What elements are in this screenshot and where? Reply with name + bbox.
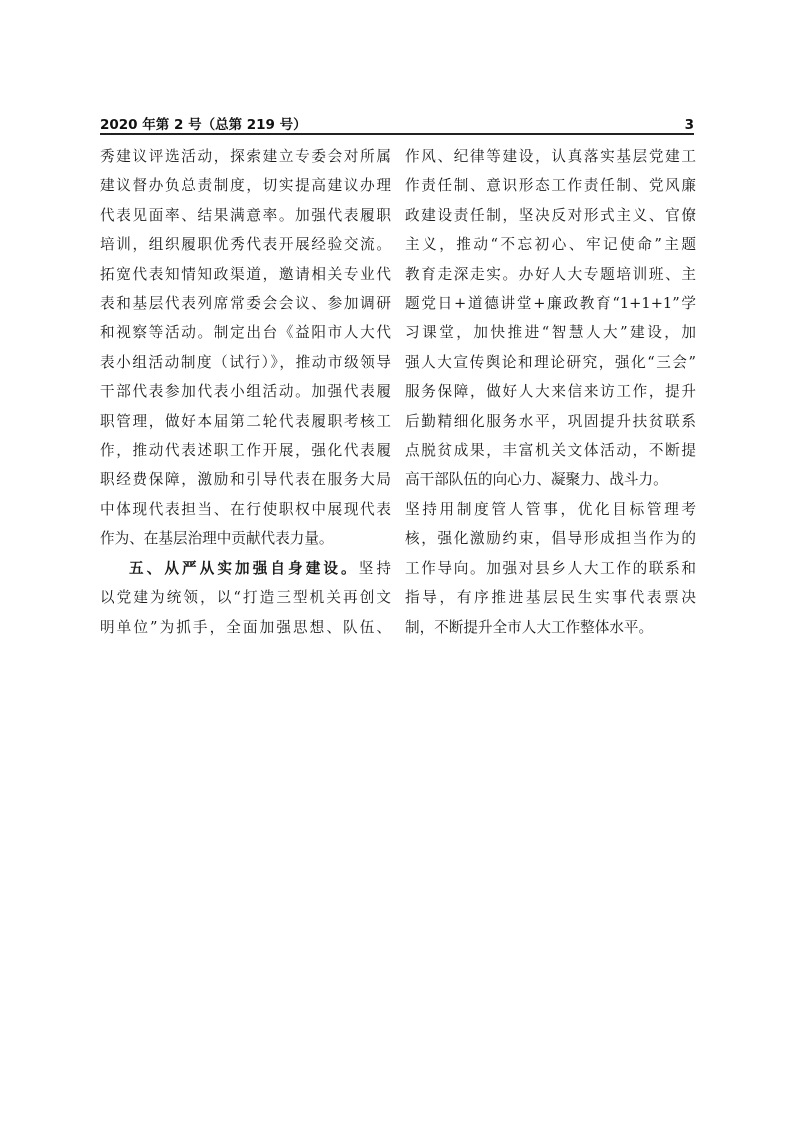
text-line: 坚持用制度管人管事，优化目标管理考 (405, 500, 696, 518)
left-column (100, 142, 391, 642)
text-line: 作责任制、意识形态工作责任制、党风廉 (405, 177, 696, 195)
text-line: 建议督办负总责制度，切实提高建议办理 (100, 177, 391, 195)
section-heading: 五、从严从实加强自身建设。 (129, 559, 359, 577)
text-line: 高干部队伍的向心力、凝聚力、战斗力。 (405, 471, 668, 489)
text-line: 政建设责任制，坚决反对形式主义、官僚 (405, 206, 696, 224)
text-line: 职经费保障，激励和引导代表在服务大局 (100, 471, 391, 489)
text-line: 教育走深走实。办好人大专题培训班、主 (405, 265, 696, 283)
text-line: 习课堂，加快推进“智慧人大”建设，加 (405, 324, 696, 342)
text-line: 作，推动代表述职工作开展，强化代表履 (100, 442, 391, 460)
text-line: 中体现代表担当、在行使职权中展现代表 (100, 500, 391, 518)
text-line: 主义，推动“不忘初心、牢记使命”主题 (405, 236, 696, 254)
text-line: 以党建为统领，以“打造三型机关再创文 (100, 589, 391, 607)
text-line: 作为、在基层治理中贡献代表力量。 (100, 530, 334, 548)
text-line: 明单位”为抓手，全面加强思想、队伍、 (100, 618, 391, 636)
text-line (100, 554, 391, 583)
issue-label: 2020 年第 2 号（总第 219 号） (100, 117, 307, 133)
heading-continuation: 坚持 (358, 559, 391, 577)
text-line: 强人大宣传舆论和理论研究，强化“三会” (405, 353, 696, 371)
header-rule (100, 133, 694, 135)
text-line: 和视察等活动。制定出台《益阳市人大代 (100, 324, 391, 342)
running-header (100, 113, 694, 133)
page-number: 3 (684, 117, 694, 133)
text-line: 制，不断提升全市人大工作整体水平。 (405, 618, 654, 636)
text-line: 核，强化激励约束，倡导形成担当作为的 (405, 530, 696, 548)
text-line: 后勤精细化服务水平，巩固提升扶贫联系 (405, 412, 696, 430)
text-line: 表和基层代表列席常委会会议、参加调研 (100, 295, 391, 313)
paragraph-self-building (100, 554, 391, 642)
paragraph-continued (405, 142, 696, 642)
text-line: 秀建议评选活动，探索建立专委会对所属 (100, 148, 391, 165)
text-line: 作风、纪律等建设，认真落实基层党建工 (405, 148, 696, 165)
text-line: 干部代表参加代表小组活动。加强代表履 (100, 383, 391, 401)
text-line: 表小组活动制度（试行）》，推动市级领导 (100, 353, 391, 371)
paragraph-representatives (100, 142, 391, 554)
text-line: 点脱贫成果，丰富机关文体活动，不断提 (405, 442, 696, 460)
text-line: 代表见面率、结果满意率。加强代表履职 (100, 206, 391, 224)
text-line: 拓宽代表知情知政渠道，邀请相关专业代 (100, 265, 391, 283)
text-line: 服务保障，做好人大来信来访工作，提升 (405, 383, 696, 401)
text-line: 题党日+道德讲堂+廉政教育“1+1+1”学 (405, 295, 696, 313)
text-line: 职管理，做好本届第二轮代表履职考核工 (100, 412, 391, 430)
text-line: 培训，组织履职优秀代表开展经验交流。 (100, 236, 391, 254)
right-column (405, 142, 696, 642)
text-line: 工作导向。加强对县乡人大工作的联系和 (405, 559, 696, 577)
text-line: 指导，有序推进基层民生实事代表票决 (405, 589, 696, 607)
